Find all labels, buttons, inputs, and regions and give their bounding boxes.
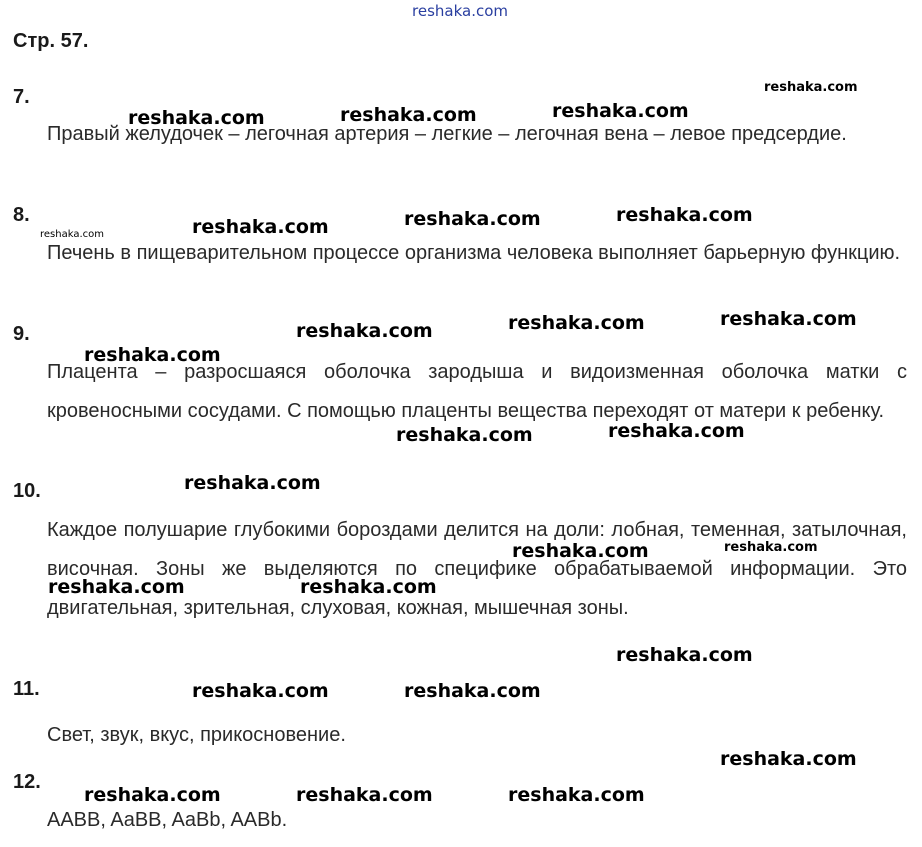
watermark: reshaka.com [192,216,329,238]
item-number: 8. [13,204,30,226]
watermark: reshaka.com [724,540,818,555]
item-text: Печень в пищеварительном процессе организма человека выполняет барьерную функцию. [47,242,901,264]
watermark: reshaka.com [512,540,649,562]
watermark: reshaka.com [552,100,689,122]
item-text: Каждое полушарие глубокими бороздами делится на доли: лобная, теменная, затылочная, височная. Зоны же выделяются по специфике обрабатываемой информации. Это двигательная, зрительная, слуховая, кожная, мышечная зоны. [47,519,907,619]
watermark: reshaka.com [720,308,857,330]
item-text: AABB, AaBB, AaBb, AABb. [47,809,288,831]
item-number: 12. [13,771,41,793]
watermark: reshaka.com [184,472,321,494]
watermark: reshaka.com [396,424,533,446]
watermark: reshaka.com [720,748,857,770]
item-text: Плацента – разросшаяся оболочка зародыша и видоизменная оболочка матки с кровеносными сосудами. С помощью плаценты вещества переходят от матери к ребенку. [47,361,907,422]
item-number: 9. [13,323,30,345]
watermark: reshaka.com [296,784,433,806]
watermark: reshaka.com [40,229,104,240]
page-title: Стр. 57. [13,30,89,52]
watermark: reshaka.com [296,320,433,342]
item-text: Правый желудочек – легочная артерия – легкие – легочная вена – левое предсердие. [47,123,847,145]
item-number: 7. [13,86,30,108]
watermark: reshaka.com [128,107,265,129]
watermark: reshaka.com [508,312,645,334]
watermark: reshaka.com [404,208,541,230]
watermark: reshaka.com [404,680,541,702]
watermark: reshaka.com [608,420,745,442]
watermark: reshaka.com [192,680,329,702]
watermark: reshaka.com [508,784,645,806]
watermark: reshaka.com [84,784,221,806]
watermark: reshaka.com [616,644,753,666]
item-number: 11. [13,678,40,700]
watermark: reshaka.com [616,204,753,226]
item-text: Свет, звук, вкус, прикосновение. [47,724,346,746]
watermark: reshaka.com [84,344,221,366]
watermark: reshaka.com [764,80,858,95]
watermark: reshaka.com [340,104,477,126]
watermark: reshaka.com [300,576,437,598]
item-number: 10. [13,480,41,502]
site-link[interactable]: reshaka.com [412,2,508,20]
watermark: reshaka.com [48,576,185,598]
